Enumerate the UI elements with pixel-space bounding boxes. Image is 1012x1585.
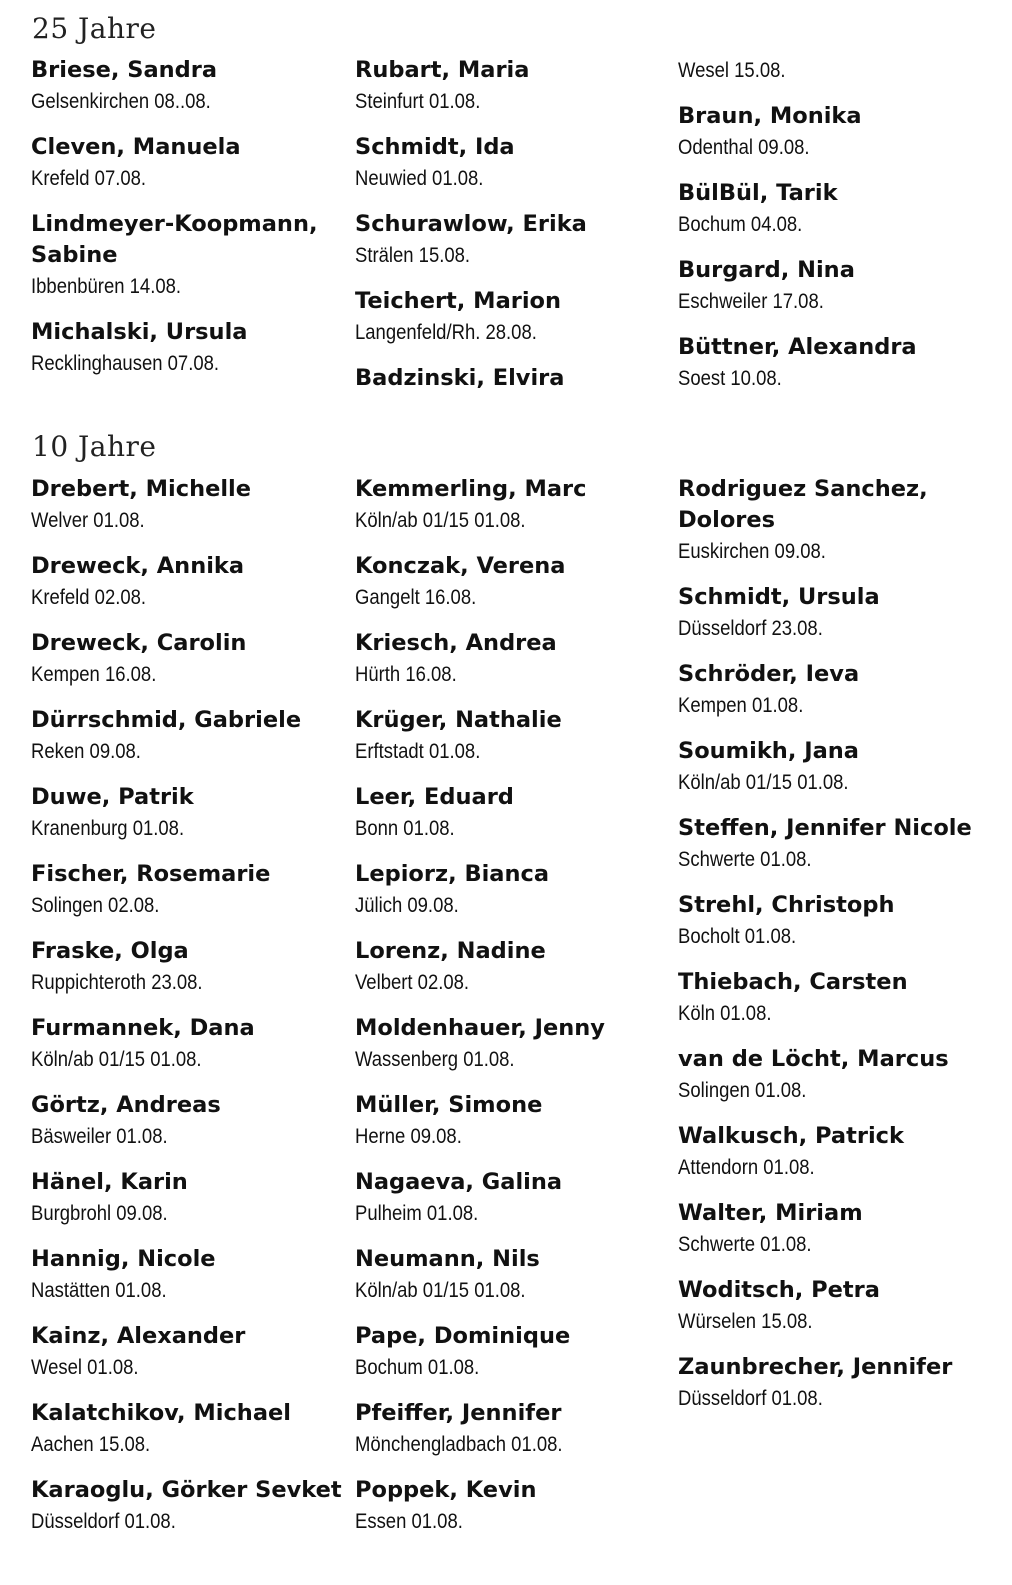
list-item bbox=[355, 782, 675, 844]
person-name: Rubart, Maria bbox=[355, 57, 530, 83]
person-name: Woditsch, Petra bbox=[678, 1277, 880, 1303]
list-item bbox=[355, 936, 675, 998]
section-25-column-1 bbox=[31, 55, 351, 394]
place-date: Solingen 02.08. bbox=[31, 894, 160, 917]
section-10-column-3 bbox=[678, 474, 998, 1429]
person-name: Steffen, Jennifer Nicole bbox=[678, 815, 972, 841]
place-date: Wesel 01.08. bbox=[31, 1356, 139, 1379]
place-date: Welver 01.08. bbox=[31, 509, 145, 532]
place-date: Schwerte 01.08. bbox=[678, 848, 812, 871]
list-item bbox=[355, 1167, 675, 1229]
place-date: Krefeld 02.08. bbox=[31, 586, 147, 609]
place-date: Schwerte 01.08. bbox=[678, 1233, 812, 1256]
list-item bbox=[355, 1244, 675, 1306]
list-item bbox=[355, 286, 675, 348]
person-name: Kalatchikov, Michael bbox=[31, 1400, 291, 1426]
person-name: Michalski, Ursula bbox=[31, 319, 248, 345]
list-item bbox=[31, 1090, 351, 1152]
list-item bbox=[678, 474, 998, 567]
list-item bbox=[31, 705, 351, 767]
list-item bbox=[31, 1321, 351, 1383]
list-item bbox=[678, 1044, 998, 1106]
person-name: Kainz, Alexander bbox=[31, 1323, 246, 1349]
place-date: Kempen 16.08. bbox=[31, 663, 157, 686]
place-date: Bochum 01.08. bbox=[355, 1356, 480, 1379]
place-date: Euskirchen 09.08. bbox=[678, 540, 826, 563]
person-name: Hänel, Karin bbox=[31, 1169, 188, 1195]
place-date: Velbert 02.08. bbox=[355, 971, 470, 994]
place-date: Köln/ab 01/15 01.08. bbox=[31, 1048, 202, 1071]
list-item bbox=[355, 55, 675, 117]
place-date: Essen 01.08. bbox=[355, 1510, 463, 1533]
person-name: Teichert, Marion bbox=[355, 288, 562, 314]
list-item bbox=[31, 936, 351, 998]
list-item bbox=[31, 317, 351, 379]
list-item bbox=[355, 209, 675, 271]
list-item bbox=[31, 1398, 351, 1460]
list-item bbox=[355, 1090, 675, 1152]
person-name: Müller, Simone bbox=[355, 1092, 543, 1118]
list-item bbox=[355, 1321, 675, 1383]
person-name: Dreweck, Carolin bbox=[31, 630, 247, 656]
person-name: Strehl, Christoph bbox=[678, 892, 895, 918]
person-name: BülBül, Tarik bbox=[678, 180, 838, 206]
person-name: Schmidt, Ida bbox=[355, 134, 515, 160]
list-item bbox=[31, 1475, 351, 1537]
list-item bbox=[678, 255, 998, 317]
place-date: Langenfeld/Rh. 28.08. bbox=[355, 321, 537, 344]
list-item bbox=[678, 967, 998, 1029]
list-item bbox=[355, 705, 675, 767]
place-date: Burgbrohl 09.08. bbox=[31, 1202, 168, 1225]
place-date: Erftstadt 01.08. bbox=[355, 740, 481, 763]
list-item bbox=[678, 1198, 998, 1260]
person-name: Soumikh, Jana bbox=[678, 738, 859, 764]
place-date: Soest 10.08. bbox=[678, 367, 782, 390]
list-item bbox=[31, 55, 351, 117]
place-date: Bocholt 01.08. bbox=[678, 925, 797, 948]
place-date: Steinfurt 01.08. bbox=[355, 90, 481, 113]
person-name: Krüger, Nathalie bbox=[355, 707, 562, 733]
section-10-column-2 bbox=[355, 474, 675, 1552]
person-name: Leer, Eduard bbox=[355, 784, 514, 810]
person-name: Görtz, Andreas bbox=[31, 1092, 221, 1118]
list-item bbox=[31, 132, 351, 194]
list-item bbox=[355, 132, 675, 194]
place-date: Strälen 15.08. bbox=[355, 244, 471, 267]
person-name: Burgard, Nina bbox=[678, 257, 855, 283]
place-date: Bäsweiler 01.08. bbox=[31, 1125, 168, 1148]
place-date: Neuwied 01.08. bbox=[355, 167, 484, 190]
place-date: Düsseldorf 01.08. bbox=[678, 1387, 823, 1410]
person-name: Lepiorz, Bianca bbox=[355, 861, 550, 887]
place-date: Wesel 15.08. bbox=[678, 59, 786, 82]
person-name: Braun, Monika bbox=[678, 103, 862, 129]
person-name: Rodriguez Sanchez, Dolores bbox=[678, 476, 928, 533]
person-name: Poppek, Kevin bbox=[355, 1477, 537, 1503]
place-date: Gelsenkirchen 08..08. bbox=[31, 90, 211, 113]
list-item bbox=[678, 332, 998, 394]
list-item bbox=[31, 474, 351, 536]
list-item bbox=[355, 1398, 675, 1460]
list-item bbox=[355, 551, 675, 613]
person-name: Fraske, Olga bbox=[31, 938, 189, 964]
person-name: Schröder, Ieva bbox=[678, 661, 860, 687]
list-item bbox=[31, 1013, 351, 1075]
section-25-column-3 bbox=[678, 55, 998, 409]
list-item bbox=[678, 55, 998, 86]
list-item bbox=[355, 1013, 675, 1075]
person-name: Zaunbrecher, Jennifer bbox=[678, 1354, 953, 1380]
list-item bbox=[678, 659, 998, 721]
person-name: Konczak, Verena bbox=[355, 553, 566, 579]
person-name: Moldenhauer, Jenny bbox=[355, 1015, 605, 1041]
place-date: Pulheim 01.08. bbox=[355, 1202, 479, 1225]
person-name: van de Löcht, Marcus bbox=[678, 1046, 949, 1072]
person-name: Walter, Miriam bbox=[678, 1200, 863, 1226]
section-25-column-2 bbox=[355, 55, 675, 409]
place-date: Kranenburg 01.08. bbox=[31, 817, 185, 840]
person-name: Neumann, Nils bbox=[355, 1246, 540, 1272]
person-name: Kemmerling, Marc bbox=[355, 476, 587, 502]
list-item bbox=[31, 551, 351, 613]
list-item bbox=[678, 101, 998, 163]
list-item bbox=[678, 813, 998, 875]
place-date: Recklinghausen 07.08. bbox=[31, 352, 220, 375]
place-date: Bonn 01.08. bbox=[355, 817, 455, 840]
list-item bbox=[678, 1275, 998, 1337]
person-name: Hannig, Nicole bbox=[31, 1246, 216, 1272]
person-name: Kriesch, Andrea bbox=[355, 630, 557, 656]
person-name: Badzinski, Elvira bbox=[355, 365, 565, 391]
place-date: Düsseldorf 23.08. bbox=[678, 617, 823, 640]
section-10-column-1 bbox=[31, 474, 351, 1552]
place-date: Ibbenbüren 14.08. bbox=[31, 275, 182, 298]
person-name: Dreweck, Annika bbox=[31, 553, 245, 579]
list-item bbox=[31, 1244, 351, 1306]
list-item bbox=[678, 736, 998, 798]
person-name: Lorenz, Nadine bbox=[355, 938, 546, 964]
place-date: Eschweiler 17.08. bbox=[678, 290, 824, 313]
person-name: Dürrschmid, Gabriele bbox=[31, 707, 302, 733]
place-date: Köln/ab 01/15 01.08. bbox=[355, 509, 526, 532]
section-heading-25-jahre: 25 Jahre bbox=[32, 12, 157, 45]
place-date: Köln/ab 01/15 01.08. bbox=[678, 771, 849, 794]
person-name: Karaoglu, Görker Sevket bbox=[31, 1477, 342, 1503]
place-date: Attendorn 01.08. bbox=[678, 1156, 815, 1179]
list-item bbox=[355, 474, 675, 536]
person-name: Lindmeyer-Koopmann, Sabine bbox=[31, 211, 318, 268]
person-name: Fischer, Rosemarie bbox=[31, 861, 271, 887]
section-heading-10-jahre: 10 Jahre bbox=[32, 430, 157, 463]
person-name: Drebert, Michelle bbox=[31, 476, 252, 502]
list-item bbox=[355, 363, 675, 394]
place-date: Aachen 15.08. bbox=[31, 1433, 151, 1456]
person-name: Furmannek, Dana bbox=[31, 1015, 255, 1041]
place-date: Odenthal 09.08. bbox=[678, 136, 810, 159]
person-name: Duwe, Patrik bbox=[31, 784, 194, 810]
place-date: Bochum 04.08. bbox=[678, 213, 803, 236]
place-date: Köln 01.08. bbox=[678, 1002, 772, 1025]
place-date: Krefeld 07.08. bbox=[31, 167, 147, 190]
person-name: Schmidt, Ursula bbox=[678, 584, 880, 610]
place-date: Wassenberg 01.08. bbox=[355, 1048, 515, 1071]
place-date: Solingen 01.08. bbox=[678, 1079, 807, 1102]
person-name: Briese, Sandra bbox=[31, 57, 218, 83]
person-name: Walkusch, Patrick bbox=[678, 1123, 904, 1149]
list-item bbox=[678, 178, 998, 240]
list-item bbox=[355, 628, 675, 690]
list-item bbox=[31, 1167, 351, 1229]
place-date: Mönchengladbach 01.08. bbox=[355, 1433, 563, 1456]
place-date: Reken 09.08. bbox=[31, 740, 141, 763]
list-item bbox=[355, 1475, 675, 1537]
person-name: Pfeiffer, Jennifer bbox=[355, 1400, 562, 1426]
person-name: Thiebach, Carsten bbox=[678, 969, 908, 995]
list-item bbox=[31, 628, 351, 690]
place-date: Düsseldorf 01.08. bbox=[31, 1510, 176, 1533]
place-date: Jülich 09.08. bbox=[355, 894, 459, 917]
list-item bbox=[31, 859, 351, 921]
list-item bbox=[678, 1352, 998, 1414]
list-item bbox=[678, 582, 998, 644]
list-item bbox=[355, 859, 675, 921]
place-date: Würselen 15.08. bbox=[678, 1310, 813, 1333]
list-item bbox=[678, 1121, 998, 1183]
person-name: Cleven, Manuela bbox=[31, 134, 241, 160]
list-item bbox=[678, 890, 998, 952]
person-name: Büttner, Alexandra bbox=[678, 334, 917, 360]
place-date: Köln/ab 01/15 01.08. bbox=[355, 1279, 526, 1302]
list-item bbox=[31, 209, 351, 302]
person-name: Schurawlow, Erika bbox=[355, 211, 587, 237]
place-date: Herne 09.08. bbox=[355, 1125, 462, 1148]
person-name: Nagaeva, Galina bbox=[355, 1169, 563, 1195]
place-date: Kempen 01.08. bbox=[678, 694, 804, 717]
person-name: Pape, Dominique bbox=[355, 1323, 571, 1349]
place-date: Gangelt 16.08. bbox=[355, 586, 477, 609]
list-item bbox=[31, 782, 351, 844]
place-date: Hürth 16.08. bbox=[355, 663, 457, 686]
place-date: Nastätten 01.08. bbox=[31, 1279, 167, 1302]
place-date: Ruppichteroth 23.08. bbox=[31, 971, 203, 994]
